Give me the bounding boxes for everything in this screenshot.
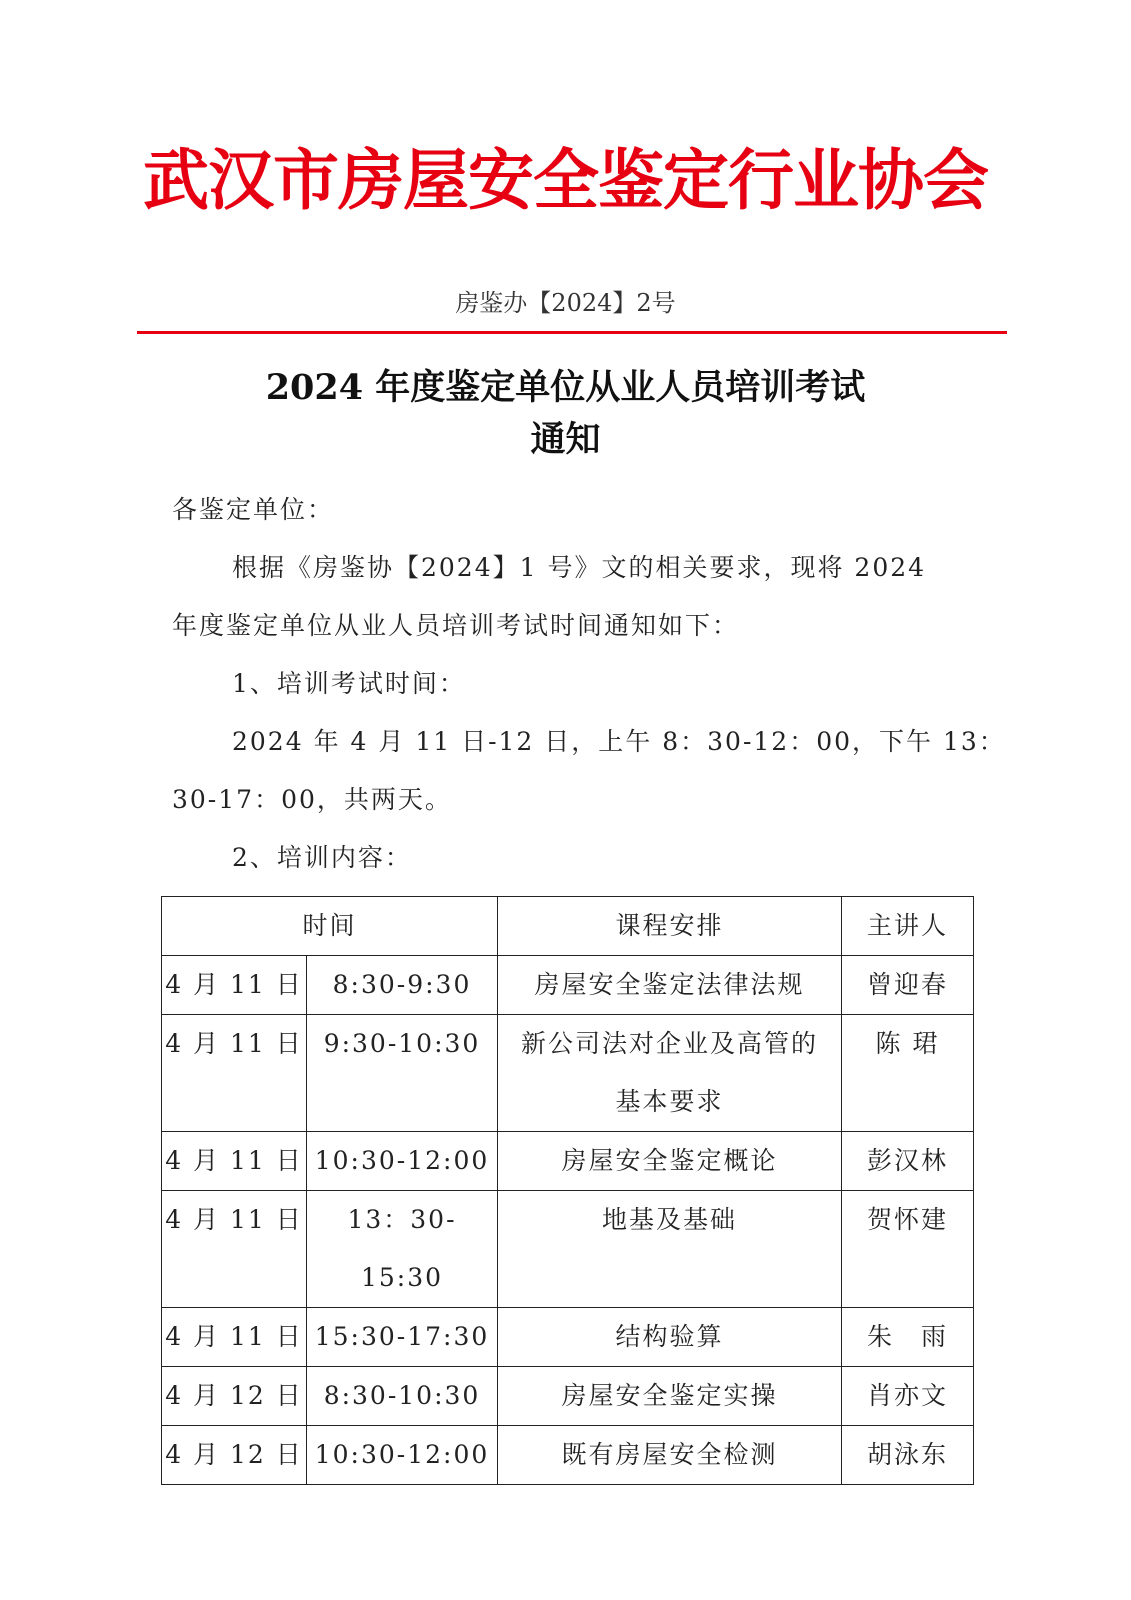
row-time: 8:30-10:30 <box>307 1367 498 1426</box>
row-lecturer: 曾迎春 <box>842 956 974 1015</box>
notice-title <box>0 362 1131 466</box>
section1-line-1: 2024 年 4 月 11 日-12 日，上午 8：30-12：00，下午 13： <box>232 727 1006 756</box>
row-date: 4 月 12 日 <box>162 1426 307 1485</box>
row-lecturer: 肖亦文 <box>842 1367 974 1426</box>
row-lecturer: 贺怀建 <box>842 1191 974 1308</box>
row-lecturer: 陈 珺 <box>842 1015 974 1132</box>
notice-title-line2: 通知 <box>530 419 601 460</box>
row-time: 10:30-12:00 <box>307 1426 498 1485</box>
row-date: 4 月 11 日 <box>162 1132 307 1191</box>
organization-title: 武汉市房屋安全鉴定行业协会 <box>143 142 988 219</box>
row-date: 4 月 11 日 <box>162 1015 307 1132</box>
header-lecturer: 主讲人 <box>842 897 974 956</box>
section1-line-2: 30-17：00，共两天。 <box>172 785 452 814</box>
table-row <box>162 956 974 1015</box>
table-row <box>162 1132 974 1191</box>
header-time: 时间 <box>162 897 498 956</box>
row-date: 4 月 11 日 <box>162 956 307 1015</box>
row-time: 8:30-9:30 <box>307 956 498 1015</box>
document-number: 房鉴办【2024】2号 <box>455 289 676 317</box>
intro-line-1: 根据《房鉴协【2024】1 号》文的相关要求，现将 2024 <box>232 553 927 582</box>
training-schedule-table <box>161 896 974 1485</box>
row-time: 9:30-10:30 <box>307 1015 498 1132</box>
table-row <box>162 1367 974 1426</box>
table-row <box>162 1015 974 1132</box>
row-course: 新公司法对企业及高管的基本要求 <box>498 1015 842 1132</box>
row-time: 15:30-17:30 <box>307 1308 498 1367</box>
red-divider <box>137 331 1007 334</box>
row-time: 10:30-12:00 <box>307 1132 498 1191</box>
salutation: 各鉴定单位： <box>172 495 335 524</box>
row-course: 地基及基础 <box>498 1191 842 1308</box>
table-row <box>162 1191 974 1308</box>
table-row <box>162 1308 974 1367</box>
header-course: 课程安排 <box>498 897 842 956</box>
row-course: 房屋安全鉴定概论 <box>498 1132 842 1191</box>
section2-heading: 2、培训内容： <box>232 843 412 872</box>
row-course: 房屋安全鉴定实操 <box>498 1367 842 1426</box>
table-header-row <box>162 897 974 956</box>
row-lecturer: 胡泳东 <box>842 1426 974 1485</box>
row-lecturer: 彭汉林 <box>842 1132 974 1191</box>
row-course: 房屋安全鉴定法律法规 <box>498 956 842 1015</box>
row-date: 4 月 11 日 <box>162 1308 307 1367</box>
row-date: 4 月 12 日 <box>162 1367 307 1426</box>
row-time: 13：30-15:30 <box>307 1191 498 1308</box>
row-course: 既有房屋安全检测 <box>498 1426 842 1485</box>
row-date: 4 月 11 日 <box>162 1191 307 1308</box>
intro-line-2: 年度鉴定单位从业人员培训考试时间通知如下： <box>172 611 740 640</box>
section1-heading: 1、培训考试时间： <box>232 669 466 698</box>
table-row <box>162 1426 974 1485</box>
row-lecturer: 朱 雨 <box>842 1308 974 1367</box>
notice-title-line1: 2024 年度鉴定单位从业人员培训考试 <box>265 367 866 408</box>
row-course: 结构验算 <box>498 1308 842 1367</box>
